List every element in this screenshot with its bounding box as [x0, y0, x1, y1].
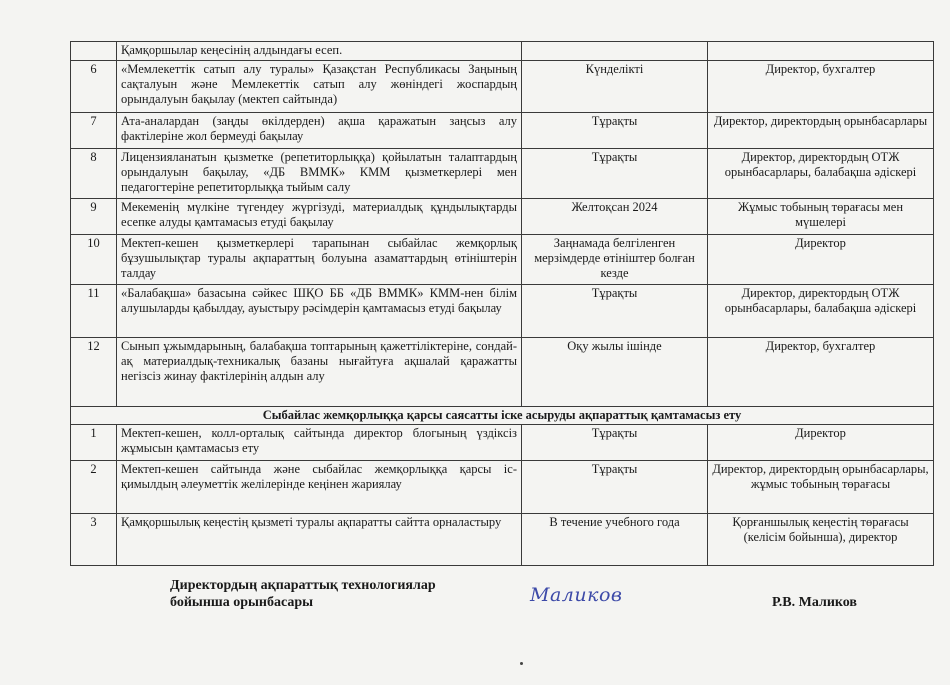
table-row [71, 425, 934, 461]
deadline-text: Тұрақты [522, 113, 708, 149]
row-number [71, 42, 117, 61]
row-number: 6 [71, 61, 117, 113]
table-row [71, 113, 934, 149]
measure-text: Ата-аналардан (заңды өкілдерден) ақша қаражатын заңсыз алу фактілеріне жол бермеуді бақылау [117, 113, 522, 149]
deadline-text: В течение учебного года [522, 514, 708, 566]
responsible-text: Қорғаншылық кеңестің төрағасы (келісім бойынша), директор [708, 514, 934, 566]
section-title: Сыбайлас жемқорлыққа қарсы саясатты іске асыруды ақпараттық қамтамасыз ету [71, 407, 934, 425]
deadline-text: Заңнамада белгіленген мерзімдерде өтініштер болған кезде [522, 235, 708, 285]
plan-table [70, 41, 934, 566]
responsible-text [708, 42, 934, 61]
position-line: бойынша орынбасары [170, 595, 314, 610]
measure-text: Сынып ұжымдарының, балабақша топтарының қажеттіліктеріне, сондай-ақ материалдық-техникалық базаны нығайтуға ақшалай қаражатты негізсіз жинау фактілерінің алдын алу [117, 338, 522, 407]
row-number: 12 [71, 338, 117, 407]
responsible-text: Директор, директордың орынбасарлары [708, 113, 934, 149]
page-mark [520, 662, 523, 665]
measure-text: «Мемлекеттік сатып алу туралы» Қазақстан Республикасы Заңының сақталуын және Мемлекеттік сатып алу жөніндегі жоспардың орындалуын бақылау (мектеп сайтында) [117, 61, 522, 113]
deadline-text: Оқу жылы ішінде [522, 338, 708, 407]
table-row [71, 61, 934, 113]
deadline-text: Желтоқсан 2024 [522, 199, 708, 235]
responsible-text: Директор, директордың орынбасарлары, жұмыс тобының төрағасы [708, 461, 934, 514]
signatory-position [170, 577, 436, 611]
measure-text: Мекеменің мүлкіне түгендеу жүргізуді, материалдық құндылықтарды есепке алуды қамтамасыз етуді бақылау [117, 199, 522, 235]
measure-text: Лицензияланатын қызметке (репетиторлыққа) қойылатын талаптардың орындалуын бақылау, «ДБ ВММК» КММ қызметкерлері мен педагогтеріне репетиторлыққа тыйым салу [117, 149, 522, 199]
measure-text: Мектеп-кешен, колл-орталық сайтында директор блогының үздіксіз жұмысын қамтамасыз ету [117, 425, 522, 461]
responsible-text: Директор [708, 425, 934, 461]
section-header-row [71, 407, 934, 425]
table-row [71, 461, 934, 514]
responsible-text: Жұмыс тобының төрағасы мен мүшелері [708, 199, 934, 235]
responsible-text: Директор, бухгалтер [708, 338, 934, 407]
signatory-name: Р.В. Маликов [772, 595, 857, 610]
row-number: 7 [71, 113, 117, 149]
signature-block [0, 575, 950, 635]
deadline-text [522, 42, 708, 61]
table-row [71, 285, 934, 338]
measure-text: «Балабақша» базасына сәйкес ШҚО ББ «ДБ ВММК» КММ-нен білім алушыларды қабылдау, ауыстыру рәсімдерін қамтамасыз етуді бақылау [117, 285, 522, 338]
row-number: 2 [71, 461, 117, 514]
deadline-text: Тұрақты [522, 149, 708, 199]
measure-text: Қамқоршылар кеңесінің алдындағы есеп. [117, 42, 522, 61]
responsible-text: Директор [708, 235, 934, 285]
handwritten-signature: Маликов [530, 584, 623, 606]
row-number: 8 [71, 149, 117, 199]
deadline-text: Тұрақты [522, 461, 708, 514]
row-number: 9 [71, 199, 117, 235]
table-row [71, 42, 934, 61]
measure-text: Мектеп-кешен қызметкерлері тарапынан сыбайлас жемқорлық бұзушылықтар туралы ақпараттың болуына азаматтардың өтініштерін талдау [117, 235, 522, 285]
row-number: 1 [71, 425, 117, 461]
table-row [71, 149, 934, 199]
responsible-text: Директор, директордың ОТЖ орынбасарлары, балабақша әдіскері [708, 149, 934, 199]
table-row [71, 199, 934, 235]
measure-text: Қамқоршылық кеңестің қызметі туралы ақпаратты сайтта орналастыру [117, 514, 522, 566]
deadline-text: Тұрақты [522, 285, 708, 338]
row-number: 10 [71, 235, 117, 285]
responsible-text: Директор, директордың ОТЖ орынбасарлары, балабақша әдіскері [708, 285, 934, 338]
responsible-text: Директор, бухгалтер [708, 61, 934, 113]
measure-text: Мектеп-кешен сайтында және сыбайлас жемқорлыққа қарсы іс-қимылдың әлеуметтік желілерінде кеңінен жариялау [117, 461, 522, 514]
deadline-text: Күнделікті [522, 61, 708, 113]
table-row [71, 235, 934, 285]
row-number: 11 [71, 285, 117, 338]
position-line: Директордың ақпараттық технологиялар [170, 578, 436, 593]
table-row [71, 514, 934, 566]
table-row [71, 338, 934, 407]
deadline-text: Тұрақты [522, 425, 708, 461]
row-number: 3 [71, 514, 117, 566]
